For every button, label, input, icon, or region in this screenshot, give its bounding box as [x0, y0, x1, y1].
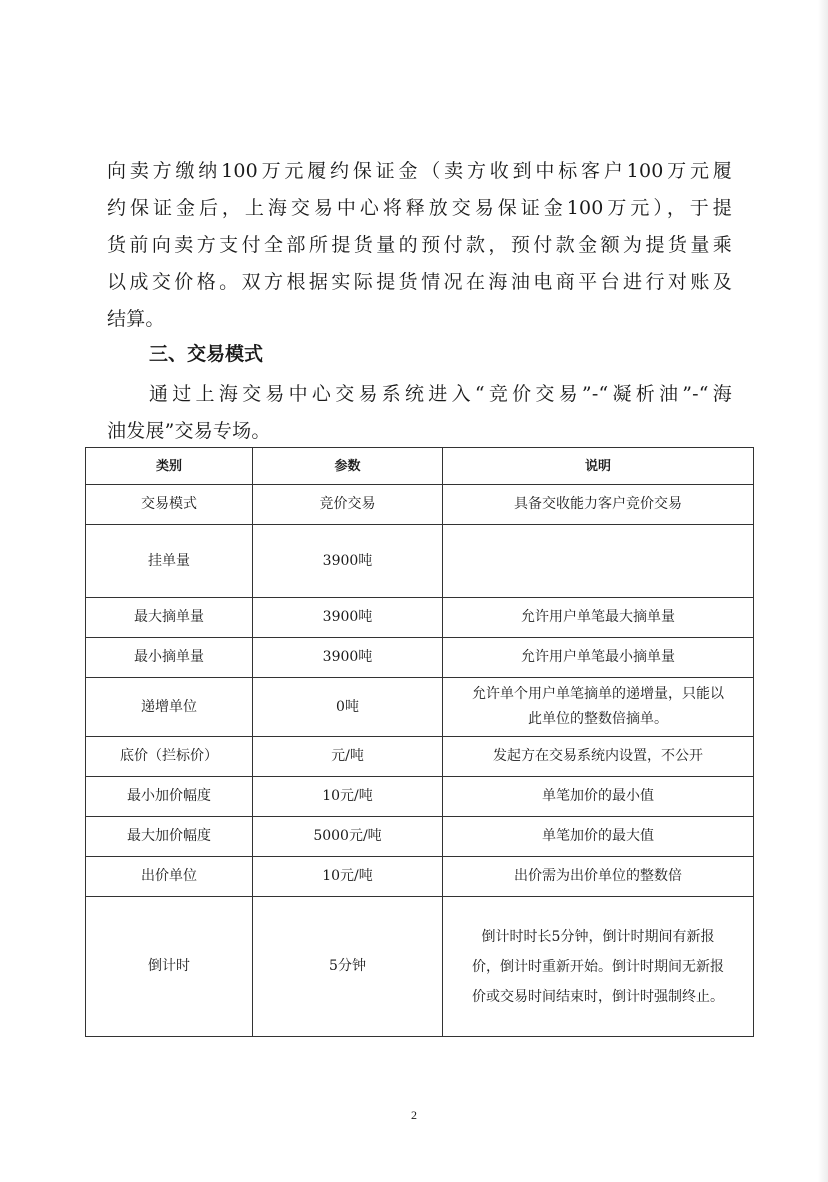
cell-category: 交易模式 — [86, 485, 253, 525]
intro-paragraph — [107, 153, 732, 338]
trade-parameters-table — [85, 447, 754, 1037]
cell-note — [443, 817, 754, 857]
note-line: 允许用户单笔最小摘单量 — [521, 649, 675, 665]
cell-note — [443, 777, 754, 817]
header-category: 类别 — [86, 448, 253, 485]
cell-note — [443, 678, 754, 737]
section-line-1: 通过上海交易中心交易系统进入“竞价交易”-“凝析油”-“海 — [149, 383, 732, 405]
note-line: 单笔加价的最小值 — [542, 788, 654, 804]
note-line: 倒计时时长5分钟，倒计时期间有新报 — [481, 928, 715, 945]
table-row — [86, 525, 754, 598]
section-paragraph — [107, 376, 732, 450]
table-row — [86, 485, 754, 525]
cell-category: 最大摘单量 — [86, 598, 253, 638]
table-row — [86, 897, 754, 1037]
table-row — [86, 638, 754, 678]
section-heading: 三、交易模式 — [149, 343, 264, 365]
note-line: 单笔加价的最大值 — [542, 828, 654, 844]
header-note: 说明 — [443, 448, 754, 485]
intro-line-5: 结算。 — [107, 308, 165, 330]
cell-note — [443, 525, 754, 598]
cell-note — [443, 897, 754, 1037]
intro-line-4: 以成交价格。双方根据实际提货情况在海油电商平台进行对账及 — [107, 271, 732, 293]
cell-param: 3900吨 — [253, 525, 443, 598]
cell-category: 倒计时 — [86, 897, 253, 1037]
intro-line-1: 向卖方缴纳100万元履约保证金（卖方收到中标客户100万元履 — [107, 160, 732, 182]
intro-line-2: 约保证金后，上海交易中心将释放交易保证金100万元），于提 — [107, 197, 732, 219]
note-line: 发起方在交易系统内设置，不公开 — [493, 748, 703, 764]
cell-category: 底价（拦标价） — [86, 737, 253, 777]
table-row — [86, 598, 754, 638]
cell-param: 3900吨 — [253, 638, 443, 678]
cell-category: 递增单位 — [86, 678, 253, 737]
table-row — [86, 777, 754, 817]
cell-param: 竞价交易 — [253, 485, 443, 525]
cell-note — [443, 638, 754, 678]
cell-param: 3900吨 — [253, 598, 443, 638]
table-row — [86, 857, 754, 897]
page-number: 2 — [411, 1108, 417, 1122]
table-row — [86, 817, 754, 857]
note-line: 价，倒计时重新开始。倒计时期间无新报 — [472, 958, 724, 975]
note-line: 价或交易时间结束时，倒计时强制终止。 — [472, 988, 724, 1005]
note-line: 此单位的整数倍摘单。 — [528, 711, 668, 727]
note-line: 具备交收能力客户竞价交易 — [514, 496, 682, 512]
cell-param: 10元/吨 — [253, 777, 443, 817]
cell-category: 最小摘单量 — [86, 638, 253, 678]
cell-note — [443, 598, 754, 638]
cell-category: 出价单位 — [86, 857, 253, 897]
cell-param: 元/吨 — [253, 737, 443, 777]
cell-category: 最大加价幅度 — [86, 817, 253, 857]
table-row — [86, 678, 754, 737]
cell-category: 最小加价幅度 — [86, 777, 253, 817]
page-edge-shadow — [818, 0, 828, 1182]
cell-param: 10元/吨 — [253, 857, 443, 897]
note-line: 出价需为出价单位的整数倍 — [514, 868, 682, 884]
cell-note — [443, 737, 754, 777]
section-line-2: 油发展”交易专场。 — [107, 420, 271, 442]
header-param: 参数 — [253, 448, 443, 485]
note-line: 允许单个用户单笔摘单的递增量，只能以 — [472, 686, 724, 702]
cell-param: 5分钟 — [253, 897, 443, 1037]
cell-note — [443, 857, 754, 897]
table-row — [86, 737, 754, 777]
cell-category: 挂单量 — [86, 525, 253, 598]
cell-param: 5000元/吨 — [253, 817, 443, 857]
intro-line-3: 货前向卖方支付全部所提货量的预付款，预付款金额为提货量乘 — [107, 234, 732, 256]
cell-note — [443, 485, 754, 525]
cell-param: 0吨 — [253, 678, 443, 737]
note-line: 允许用户单笔最大摘单量 — [521, 609, 675, 625]
table-header-row — [86, 448, 754, 485]
